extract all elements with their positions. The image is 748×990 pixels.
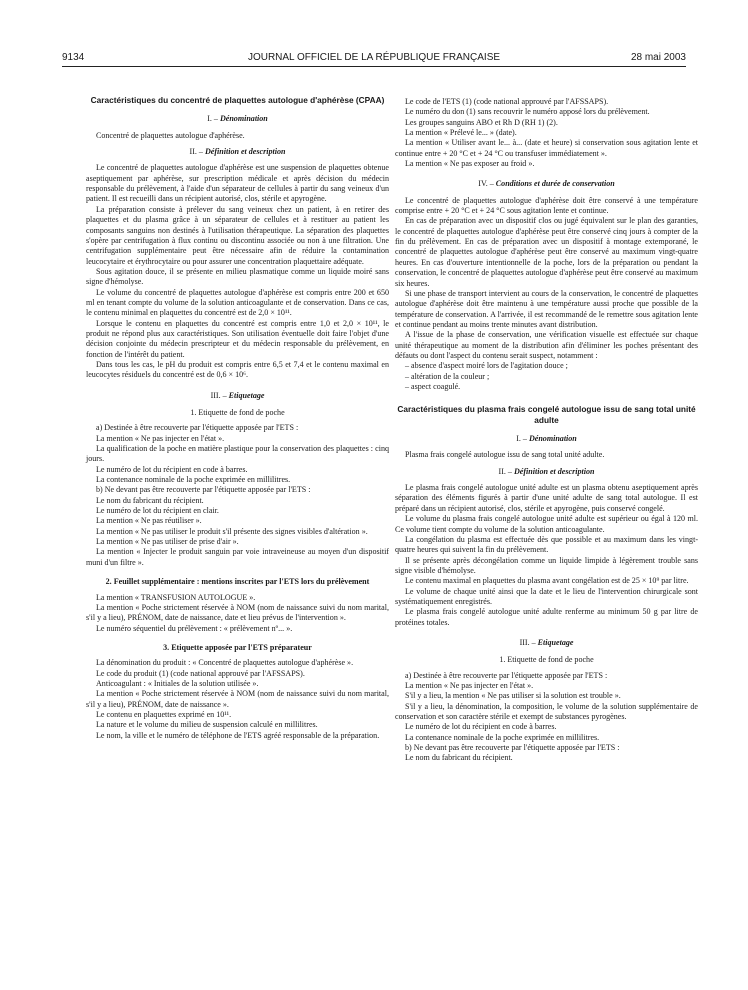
heading-definition <box>395 467 698 477</box>
paragraph: Le concentré de plaquettes autologue d'aphérèse est une suspension de plaquettes obtenue aseptiquement par aphérèse, sur prescription médicale et après décision du médecin responsable du prélèvement, à l'aide d'un séparateur de cellules à partir du sang veineux d'un patient. Il est recueilli dans un récipient autorisé, clos, stérile et apyrogène. <box>86 163 389 204</box>
paragraph: Le contenu maximal en plaquettes du plasma avant congélation est de 25 × 10⁹ par litre. <box>405 576 689 586</box>
paragraph: La mention « Utiliser avant le... à... (date et heure) si conservation sous agitation lente et continue entre + 20 °C et + 24 °C ou transfuser immédiatement ». <box>395 138 698 158</box>
paragraph: Le contenu en plaquettes exprimé en 10¹¹. <box>96 709 232 719</box>
paragraph: Plasma frais congelé autologue issu de sang total unité adulte. <box>405 450 605 460</box>
paragraph: La mention « Ne pas injecter en l'état ». <box>405 680 534 690</box>
heading-number: III. – <box>210 390 227 400</box>
paragraph: Le nom, la ville et le numéro de téléphone de l'ETS agréé responsable de la préparation. <box>96 730 380 740</box>
paragraph: La mention « Ne pas réutiliser ». <box>96 516 202 526</box>
paragraph: En cas de préparation avec un dispositif clos ou jugé équivalent sur le plan des garanties, le concentré de plaquettes autologue d'aphérèse peut être conservé cinq jours à compter de la fin du prélèvement. En cas de préparation avec un dispositif à montage extemporané, le concentré de plaquettes autologue d'aphérèse peut être conservé au maximum vingt-quatre heures. En cas d'ouverture intentionnelle de la poche, lors de la préparation ou pendant la conservation, le concentré de plaquettes autologue d'aphérèse peut être conservé au maximum six heures. <box>395 216 698 288</box>
paragraph: Le numéro de lot du récipient en code à barres. <box>405 722 557 732</box>
paragraph: Il se présente après décongélation comme un liquide limpide à légèrement trouble sans signe visible d'hémolyse. <box>395 555 698 575</box>
paragraph: Anticoagulant : « Initiales de la solution utilisée ». <box>96 678 259 688</box>
paragraph: Le volume du plasma frais congelé autologue unité adulte est supérieur ou égal à 120 ml. Ce volume tient compte du volume de la solution anticoagulante. <box>395 514 698 534</box>
paragraph: Le volume de chaque unité ainsi que la date et le lieu de l'intervention chirurgicale sont systématiquement enregistrés. <box>395 586 698 606</box>
paragraph: La nature et le volume du milieu de suspension calculé en millilitres. <box>96 720 318 730</box>
heading-number: I. – <box>207 114 218 124</box>
heading-label: Conditions et durée de conservation <box>495 179 615 189</box>
paragraph: La contenance nominale de la poche exprimée en millilitres. <box>405 732 600 742</box>
paragraph: Les groupes sanguins ABO et Rh D (RH 1) (2). <box>405 117 558 127</box>
paragraph: Dans tous les cas, le pH du produit est compris entre 6,5 et 7,4 et le contenu maximal en leucocytes résiduels du concentré est de 0,6 × 10⁶. <box>86 359 389 380</box>
paragraph: La mention « Ne pas utiliser de prise d'air ». <box>96 537 239 547</box>
paragraph: La mention « Ne pas injecter en l'état ». <box>96 433 225 443</box>
paragraph: Le numéro du don (1) sans recouvrir le numéro apposé lors du prélèvement. <box>405 107 650 117</box>
paragraph: Le numéro de lot du récipient en clair. <box>96 506 219 516</box>
paragraph: La dénomination du produit : « Concentré de plaquettes autologue d'aphérèse ». <box>96 658 354 668</box>
paragraph: Le plasma frais congelé autologue unité adulte est un plasma obtenu aseptiquement après séparation des éléments figurés à partir d'une unité adulte de sang total autologue. Il est préparé dans un récipient autorisé, clos, stérile et apyrogène, puis conservé congelé. <box>395 483 698 513</box>
heading-label: Définition et description <box>513 466 595 476</box>
header-rule <box>62 66 686 67</box>
paragraph: Le volume du concentré de plaquettes autologue d'aphérèse est compris entre 200 et 650 ml en tenant compte du volume de la solution anticoagulante et de conservation. Dans ce cas, le contenu minimal en plaquettes du concentré est de 2,0 × 10¹¹. <box>86 287 389 318</box>
heading-conservation <box>395 179 698 189</box>
paragraph: S'il y a lieu, la mention « Ne pas utiliser si la solution est trouble ». <box>405 691 621 701</box>
heading-definition <box>86 147 389 157</box>
heading-label: Définition et description <box>204 147 286 157</box>
heading-label: Etiquetage <box>228 390 265 400</box>
paragraph: Le nom du fabricant du récipient. <box>96 495 204 505</box>
subheading: 1. Etiquette de fond de poche <box>190 408 285 417</box>
paragraph: La qualification de la poche en matière plastique pour la conservation des plaquettes : cinq jours. <box>86 444 389 464</box>
paragraph: Le code de l'ETS (1) (code national approuvé par l'AFSSAPS). <box>405 97 609 106</box>
paragraph: Le numéro de lot du récipient en code à barres. <box>96 464 248 474</box>
heading-etiquetage <box>86 391 389 401</box>
subheading: 1. Etiquette de fond de poche <box>499 655 594 665</box>
paragraph: La mention « Poche strictement réservée à NOM (nom de naissance suivi du nom marital, s'il y a lieu), PRÉNOM, date de naissance, date et lieu prévus de l'intervention ». <box>86 602 389 623</box>
paragraph: Si une phase de transport intervient au cours de la conservation, le concentré de plaquettes autologue d'aphérèse doit être maintenu à une température aussi proche que possible de la température de conservation. A l'arrivée, il est recommandé de le remettre sous agitation lente et continue pendant au moins trente minutes avant distribution. <box>395 288 698 329</box>
subheading: 2. Feuillet supplémentaire : mentions inscrites par l'ETS lors du prélèvement <box>105 577 370 587</box>
paragraph: S'il y a lieu, la dénomination, la composition, le volume de la solution supplémentaire de conservation et son caractère stérile et exempt de substances pyrogènes. <box>395 701 698 721</box>
list-item: – altération de la couleur ; <box>405 371 490 381</box>
paragraph: Le numéro séquentiel du prélèvement : « prélèvement nº... ». <box>96 623 293 633</box>
paragraph: La contenance nominale de la poche exprimée en millilitres. <box>96 475 291 485</box>
left-column <box>86 95 389 741</box>
list-item: – aspect coagulé. <box>405 381 461 391</box>
heading-number: II. – <box>498 466 512 476</box>
section-title: Caractéristiques du concentré de plaquettes autologue d'aphérèse (CPAA) <box>90 95 385 105</box>
paragraph: A l'issue de la phase de conservation, une vérification visuelle est effectuée sur chaque unité thérapeutique au moment de la distribution afin d'éliminer les poches présentant des défauts ou dont l'aspect du contenu serait suspect, notamment : <box>395 330 698 360</box>
right-column <box>395 97 698 764</box>
paragraph: La mention « Ne pas exposer au froid ». <box>405 159 535 169</box>
page-header <box>62 52 686 66</box>
paragraph: Le concentré de plaquettes autologue d'aphérèse doit être conservé à une température comprise entre + 20 °C et + 24 °C sous agitation lente et continue. <box>395 195 698 216</box>
paragraph: Le plasma frais congelé autologue unité adulte renferme au minimum 50 g par litre de protéines totales. <box>395 607 698 627</box>
paragraph: La congélation du plasma est effectuée dès que possible et au maximum dans les vingt-quatre heures qui suivent la fin du prélèvement. <box>395 534 698 555</box>
paragraph: La mention « Prélevé le... » (date). <box>405 128 517 138</box>
paragraph: La mention « TRANSFUSION AUTOLOGUE ». <box>96 592 256 602</box>
heading-label: Dénomination <box>219 114 268 124</box>
heading-number: III. – <box>519 637 536 647</box>
publication-date: 28 mai 2003 <box>630 52 686 63</box>
paragraph: Lorsque le contenu en plaquettes du concentré est compris entre 1,0 et 2,0 × 10¹¹, le produit ne répond plus aux caractéristiques. Son utilisation éventuelle doit faire l'objet d'une décision conjointe du médecin prescripteur et du médecin responsable du prélèvement, en fonction de l'intérêt du patient. <box>86 318 389 359</box>
heading-number: IV. – <box>478 179 494 189</box>
paragraph: La mention « Injecter le produit sanguin par voie intraveineuse au moyen d'un dispositif muni d'un filtre ». <box>86 547 389 567</box>
heading-number: I. – <box>516 434 527 444</box>
journal-title: JOURNAL OFFICIEL DE LA RÉPUBLIQUE FRANÇAISE <box>247 52 501 63</box>
subheading: 3. Etiquette apposée par l'ETS préparateur <box>163 642 312 652</box>
heading-label: Etiquetage <box>537 637 574 647</box>
page-number: 9134 <box>62 52 85 63</box>
list-item: – absence d'aspect moiré lors de l'agitation douce ; <box>405 361 568 371</box>
paragraph: La préparation consiste à prélever du sang veineux chez un patient, à en retirer des plaquettes et du plasma grâce à un séparateur de cellules et à restituer au patient les composants sanguins non destinés à l'utilisation thérapeutique. La séparation des plaquettes s'opère par centrifugation à flux continu ou discontinu associée ou non à une filtration. Une centrifugation supplémentaire peut être nécessaire afin de réduire la contamination leucocytaire et érythrocytaire ou pour assurer une concentration plaquettaire adéquate. <box>86 204 389 266</box>
section-title: Caractéristiques du plasma frais congelé autologue issu de sang total unité adulte <box>397 404 696 425</box>
paragraph: b) Ne devant pas être recouverte par l'étiquette apposée par l'ETS : <box>96 485 311 495</box>
paragraph: a) Destinée à être recouverte par l'étiquette apposée par l'ETS : <box>405 670 608 680</box>
paragraph: a) Destinée à être recouverte par l'étiquette apposée par l'ETS : <box>96 423 299 433</box>
paragraph: La mention « Poche strictement réservée à NOM (nom de naissance suivi du nom marital, s'il y a lieu), PRÉNOM, date de naissance ». <box>86 689 389 709</box>
heading-denomination <box>86 114 389 124</box>
paragraph: b) Ne devant pas être recouverte par l'étiquette apposée par l'ETS : <box>405 743 620 753</box>
paragraph: Le code du produit (1) (code national approuvé par l'AFSSAPS). <box>96 668 305 678</box>
heading-etiquetage <box>395 638 698 648</box>
heading-label: Dénomination <box>528 434 577 444</box>
paragraph: Sous agitation douce, il se présente en milieu plasmatique comme un liquide moiré sans signe d'hémolyse. <box>86 266 389 287</box>
heading-denomination <box>395 434 698 444</box>
paragraph: Le nom du fabricant du récipient. <box>405 753 513 763</box>
heading-number: II. – <box>189 147 203 157</box>
paragraph: La mention « Ne pas utiliser le produit s'il présente des signes visibles d'altération ». <box>96 526 368 536</box>
paragraph: Concentré de plaquettes autologue d'aphérèse. <box>96 130 245 140</box>
